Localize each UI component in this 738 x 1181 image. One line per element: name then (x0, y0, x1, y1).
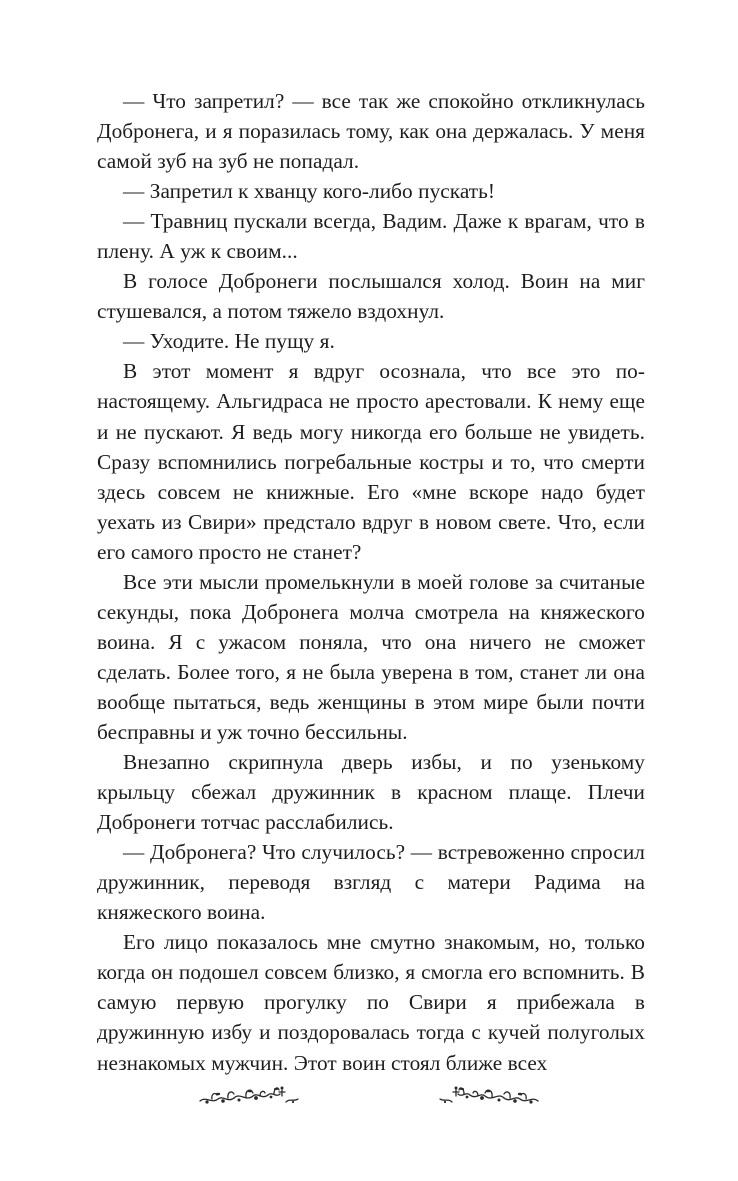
paragraph-6: В этот момент я вдруг осознала, что все это по-настоящему. Альгидраса не просто арестовали. К нему еще и не пускают. Я ведь могу никогда его больше не увидеть. Сразу вспомнились погребальные костры и то, что смерти здесь совсем не книжные. Его «мне вскоре надо будет уехать из Свири» предстало вдруг в новом свете. Что, если его самого просто не станет? (97, 359, 645, 564)
paragraph-5: — Уходите. Не пущу я. (123, 329, 335, 354)
paragraph-2: — Запретил к хванцу кого-либо пускать! (123, 179, 496, 204)
paragraph-9: — Добронега? Что случилось? — встревоженно спросил дружинник, переводя взгляд с матери Радима на княжеского воина. (97, 840, 645, 925)
paragraph-4: В голосе Добронеги послышался холод. Воин на миг стушевался, а потом тяжело вздохнул. (97, 269, 645, 324)
paragraph-7: Все эти мысли промелькнули в моей голове за считаные секунды, пока Добронега молча смотрела на княжеского воина. Я с ужасом поняла, что она ничего не сможет сделать. Более того, я не была уверена в том, станет ли она вообще пытаться, ведь женщины в этом мире были почти бесправны и уж точно бессильны. (97, 569, 645, 744)
paragraph-10: Его лицо показалось мне смутно знакомым, но, только когда он подошел совсем близко, я смогла его вспомнить. В самую первую прогулку по Свири я прибежала в дружинную избу и поздоровалась тогда с кучей полуголых незнакомых мужчин. Этот воин стоял ближе всех (97, 930, 645, 1075)
page-text (97, 86, 645, 1078)
paragraph-3: — Травниц пускали всегда, Вадим. Даже к врагам, что в плену. А уж к своим... (97, 209, 645, 264)
floral-ornament-left-icon (198, 1082, 300, 1108)
paragraph-1: — Что запретил? — все так же спокойно откликнулась Добронега, и я поразилась тому, как она держалась. У меня самой зуб на зуб не попадал. (97, 89, 645, 174)
floral-ornament-right-icon (438, 1082, 540, 1108)
paragraph-8: Внезапно скрипнула дверь избы, и по узенькому крыльцу сбежал дружинник в красном плаще. Плечи Добронеги тотчас расслабились. (97, 750, 645, 835)
